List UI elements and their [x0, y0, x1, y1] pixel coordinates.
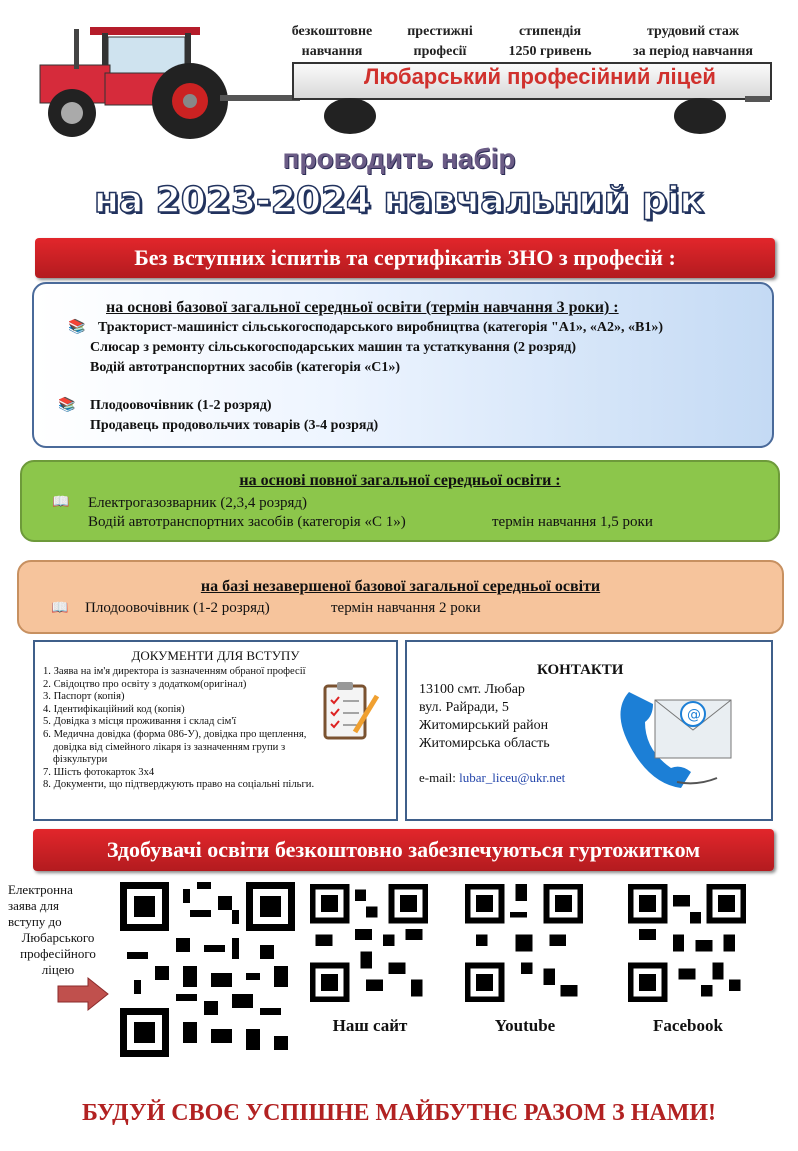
trailer-wheels	[300, 96, 770, 136]
feature-free-education: безкоштовне навчання	[291, 24, 373, 59]
contacts-box	[405, 640, 773, 821]
list-item: 4. Ідентифікаційний код (копія)	[43, 703, 185, 715]
address-line: вул. Райради, 5	[419, 700, 509, 715]
book-icon: 📖	[51, 601, 69, 616]
profession-line: Слюсар з ремонту сільськогосподарських машин та устаткування (2 розряд)	[90, 340, 577, 355]
list-item: 7. Шість фотокарток 3х4	[43, 766, 155, 778]
documents-title: ДОКУМЕНТИ ДЛЯ ВСТУПУ	[131, 648, 300, 663]
page-title: на 2023-2024 навчальний рік	[93, 180, 705, 221]
email-link[interactable]: lubar_liceu@ukr.net	[459, 770, 566, 785]
list-item: 2. Свідоцтво про освіту з додатком(оригінал)	[43, 678, 247, 690]
contacts-title: КОНТАКТИ	[537, 662, 624, 678]
profession-line: Плодоовочівник (1-2 розряд)	[85, 600, 270, 616]
profession-line: Тракторист-машиніст сільськогосподарського виробництва (категорія "А1», «А2», «В1»)	[98, 320, 663, 335]
profession-line: Електрогазозварник (2,3,4 розряд)	[88, 495, 308, 511]
phone-email-icon	[607, 682, 757, 792]
page-subtitle: проводить набір	[282, 143, 516, 174]
qr-label-facebook: Facebook	[653, 1016, 723, 1035]
qr-code-youtube[interactable]	[465, 884, 583, 1002]
application-text: Електронна заява для вступу до Любарського професійного ліцею	[8, 882, 96, 977]
email-row	[419, 770, 565, 786]
slogan: БУДУЙ СВОЄ УСПІШНЕ МАЙБУТНЄ РАЗОМ З НАМИ!	[81, 1100, 717, 1126]
profession-line: Водій автотранспортних засобів (категорія «С1»)	[90, 360, 401, 375]
address-line: 13100 смт. Любар	[419, 682, 525, 697]
dormitory-banner: Здобувачі освіти безкоштовно забезпечуються гуртожитком	[33, 829, 774, 871]
svg-text:@: @	[687, 707, 701, 723]
school-name: Любарський професійний ліцей	[364, 64, 716, 89]
profession-line: Продавець продовольчих товарів (3-4 розряд)	[90, 418, 379, 433]
arrow-right-icon	[56, 976, 110, 1012]
feature-work-experience: трудовий стаж за період навчання	[633, 24, 753, 59]
address-line: Житомирська область	[419, 736, 550, 751]
section-title: на основі базової загальної середньої освіти (термін навчання 3 роки) :	[106, 299, 619, 316]
documents-box	[33, 640, 398, 821]
section-title: на основі повної загальної середньої освіти :	[239, 472, 561, 489]
no-exams-banner: Без вступних іспитів та сертифікатів ЗНО з професій :	[35, 238, 775, 278]
full-education-section	[20, 460, 780, 542]
books-icon: 📚	[68, 320, 86, 335]
clipboard-icon	[321, 680, 381, 742]
qr-code-application[interactable]	[120, 882, 295, 1057]
email-label: e-mail:	[419, 770, 456, 785]
study-term: термін навчання 1,5 роки	[492, 514, 653, 530]
qr-label-website: Наш сайт	[332, 1016, 408, 1035]
basic-education-section	[32, 282, 774, 448]
list-item: довідка від сімейного лікаря із зазначенням групи з	[53, 741, 286, 753]
list-item: 8. Документи, що підтверджують право на соціальні пільги.	[43, 779, 315, 791]
qr-label-youtube: Youtube	[494, 1016, 556, 1035]
profession-line: Водій автотранспортних засобів (категорія «С 1»)	[88, 514, 406, 530]
list-item: 3. Паспорт (копія)	[43, 691, 125, 703]
list-item: 6. Медична довідка (форма 086-У), довідка про щеплення,	[43, 728, 307, 740]
study-term: термін навчання 2 роки	[331, 600, 481, 616]
feature-prestigious: престижні професії	[407, 24, 473, 59]
section-title: на базі незавершеної базової загальної середньої освіти	[200, 578, 601, 595]
list-item: 1. Заява на ім'я директора із зазначенням обраної професії	[43, 666, 306, 677]
address-line: Житомирський район	[419, 718, 549, 733]
feature-stipend: стипендія 1250 гривень	[508, 24, 592, 59]
incomplete-education-section	[17, 560, 784, 634]
tractor-illustration	[10, 5, 300, 145]
list-item: 5. Довідка з місця проживання і склад сім'ї	[43, 716, 237, 728]
list-item: фізкультури	[53, 754, 108, 766]
books-icon: 📚	[58, 398, 76, 413]
qr-code-facebook[interactable]	[628, 884, 746, 1002]
profession-line: Плодоовочівник (1-2 розряд)	[90, 398, 272, 413]
qr-code-website[interactable]	[310, 884, 428, 1002]
book-icon: 📖	[52, 495, 70, 510]
